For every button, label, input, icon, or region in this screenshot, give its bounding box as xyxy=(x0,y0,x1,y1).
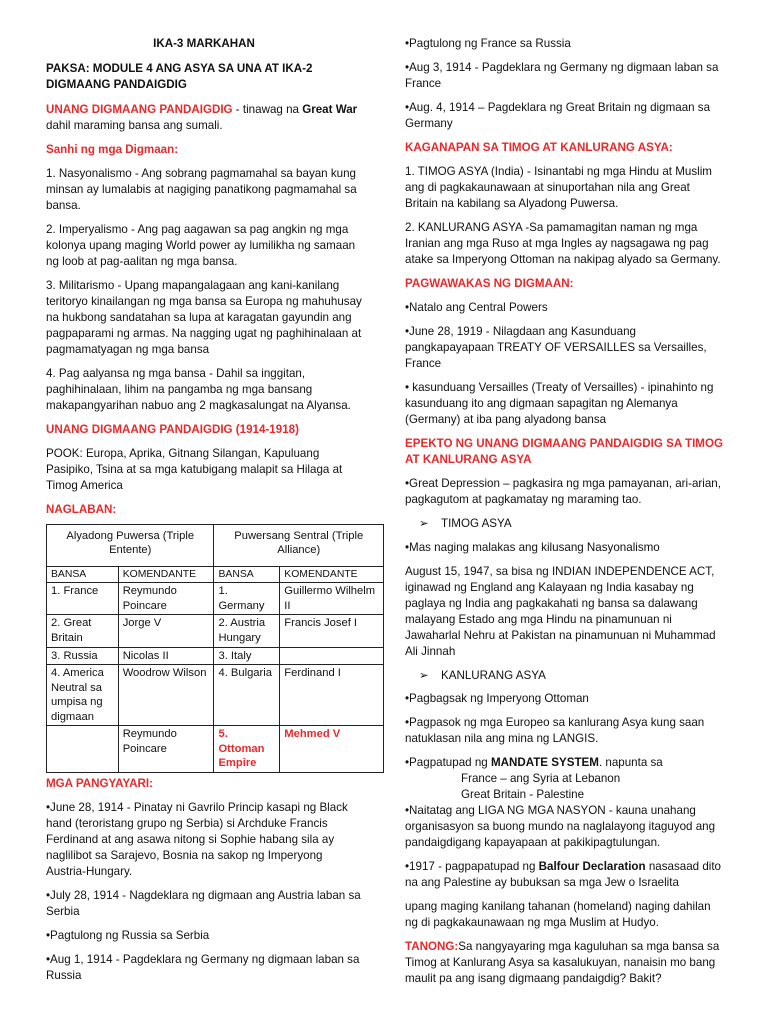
table-header-alyado: Alyadong Puwersa (Triple Entente) xyxy=(47,524,214,566)
intro-text-1: - tinawag na xyxy=(232,102,303,116)
table-row xyxy=(47,583,384,615)
table-cell: 2. Great Britain xyxy=(47,615,119,647)
kanlurang-asya-item: •Pagpasok ng mga Europeo sa kanlurang Asya kung saan natuklasan nila ang mina ng LANGIS. xyxy=(405,716,705,746)
tanong-paragraph xyxy=(405,939,725,987)
table-cell: Nicolas II xyxy=(118,647,214,665)
table-cell: 4. Bulgaria xyxy=(214,665,280,726)
table-cell xyxy=(280,647,384,665)
left-column xyxy=(46,36,376,992)
table-cell: 2. Austria Hungary xyxy=(214,615,280,647)
table-cell: Woodrow Wilson xyxy=(118,665,214,726)
right-column xyxy=(405,36,725,995)
liga-paragraph: •Naitatag ang LIGA NG MGA NASYON - kauna unahang organisasyon sa buong mundo na naglalayong itaguyod ang pandaigdigang kapayapaan at pakikipagtulungan. xyxy=(405,804,716,850)
pangyayari-item: •Pagtulong ng Russia sa Serbia xyxy=(46,928,210,942)
kanlurang-asya-label: KANLURANG ASYA xyxy=(441,668,546,682)
pangyayari-heading: MGA PANGYAYARI: xyxy=(46,777,153,790)
balfour-post: nasasaad dito na ang Palestine ay bubuksan sa mga Jew o Israelita xyxy=(405,860,722,890)
intro-text-2: dahil maraming bansa ang sumali. xyxy=(46,118,223,132)
balfour-paragraph xyxy=(405,859,725,891)
timog-asya-item: •Mas naging malakas ang kilusang Nasyonalismo xyxy=(405,540,660,554)
col-bansa: BANSA xyxy=(47,566,119,583)
mandate-line: Great Britain - Palestine xyxy=(461,788,585,802)
pook-paragraph: POOK: Europa, Aprika, Gitnang Silangan, Kapuluang Pasipiko, Tsina at sa mga katubigang malapit sa Hilaga at Timog America xyxy=(46,446,343,492)
unang-digmaan-heading: UNANG DIGMAANG PANDAIGDIG (1914-1918) xyxy=(46,422,299,436)
table-cell: Jorge V xyxy=(118,615,214,647)
sanhi-heading: Sanhi ng mga Digmaan: xyxy=(46,142,179,156)
homeland-paragraph: upang maging kanilang tahanan (homeland) naging dahilan ng di pagkakaunawaan ng mga Muslim at Hudyo. xyxy=(405,900,711,930)
tanong-text: Sa nangyayaring mga kaguluhan sa mga bansa sa Timog at Kanlurang Asya sa kasalukuyan, nanaisin mo bang maulit pa ang isang digmaang pandaigdig? Bakit? xyxy=(405,940,720,986)
pagwawakas-item: •June 28, 1919 - Nilagdaan ang Kasunduang pangkapayapaan TREATY OF VERSAILLES sa Versailles, France xyxy=(405,324,707,370)
table-cell-red: Mehmed V xyxy=(280,726,384,773)
table-row xyxy=(47,615,384,647)
naglaban-table xyxy=(46,524,384,773)
mandate-paragraph xyxy=(405,755,725,771)
kanlurang-asya-item: •Pagbagsak ng Imperyong Ottoman xyxy=(405,692,589,706)
intro-bold: Great War xyxy=(302,102,358,116)
tanong-label: TANONG: xyxy=(405,940,459,954)
col-komendante: KOMENDANTE xyxy=(280,566,384,583)
sanhi-item: 2. Imperyalismo - Ang pag aagawan sa pag angkin ng mga kolonya upang maging World power ay lumilikha ng samaan ng loob at pag-aalitan ng mga bansa. xyxy=(46,222,356,268)
sanhi-item: 1. Nasyonalismo - Ang sobrang pagmamahal sa bayan kung minsan ay lumalabis at nagiging panatikong pagmamahal sa bansa. xyxy=(46,166,357,212)
table-cell: 3. Italy xyxy=(214,647,280,665)
pagwawakas-heading: PAGWAWAKAS NG DIGMAAN: xyxy=(405,276,574,290)
pangyayari-item: •July 28, 1914 - Nagdeklara ng digmaan ang Austria laban sa Serbia xyxy=(46,888,361,918)
pangyayari-item: •June 28, 1914 - Pinatay ni Gavrilo Princip kasapi ng Black hand (teroristang grupo ng Serbia) si Archduke Francis Ferdinand at ang asawa nitong si Sophie habang sila ay naglilibot sa Sarajevo, Bosnia na sakop ng Imperyong Austria-Hungary. xyxy=(46,800,348,878)
table-cell: 4. America Neutral sa umpisa ng digmaan xyxy=(47,665,119,726)
table-cell: Ferdinand I xyxy=(280,665,384,726)
kaganapan-item: 1. TIMOG ASYA (India) - Isinantabi ng mga Hindu at Muslim ang di pagkakaunawaan at sinuportahan nila ang Great Britain na kabilang sa Alyadong Puwersa. xyxy=(405,164,712,210)
document-title: IKA-3 MARKAHAN xyxy=(153,37,255,50)
arrow-bullet-icon: ➢ xyxy=(419,668,429,682)
mandate-line: France – ang Syria at Lebanon xyxy=(461,772,621,786)
pagwawakas-item: • kasunduang Versailles (Treaty of Versailles) - ipinahinto ng kasunduang ito ang digmaan sapagitan ng Alemanya (Germany) at iba pang alyadong bansa xyxy=(405,380,714,426)
intro-term: UNANG DIGMAANG PANDAIGDIG xyxy=(46,102,233,116)
pagwawakas-item: •Natalo ang Central Powers xyxy=(405,300,548,314)
table-cell: 3. Russia xyxy=(47,647,119,665)
kanlurang-asya-subheading xyxy=(405,668,725,684)
sanhi-item: 3. Militarismo - Upang mapangalagaan ang kani-kanilang teritoryo kinailangan ng mga bansa sa Europa ng mahuhusay na hukbong sandatahan sa lupa at karagatan gayundin ang pagpaparami ng armas. Na nagging ugat ng paghihinalaan at pagmamatyagan ng mga bansa xyxy=(46,278,362,356)
col-bansa: BANSA xyxy=(214,566,280,583)
table-cell: 1. Germany xyxy=(214,583,280,615)
pangyayari-item: •Aug 3, 1914 - Pagdeklara ng Germany ng digmaan laban sa France xyxy=(405,60,719,90)
arrow-bullet-icon: ➢ xyxy=(419,516,429,530)
timog-asya-item: August 15, 1947, sa bisa ng INDIAN INDEPENDENCE ACT, iginawad ng England ang Kalayaan ng India kasabay ng paglaya ng India ang pagkakahati ng bansa sa dalawang malayang Estado ang mga Hindu na pinamunuan ni Jawaharlal Nehru at Pakistan na pinamunuan ni Muhammad Ali Jinnah xyxy=(405,564,716,658)
table-row xyxy=(47,665,384,726)
epekto-item: •Great Depression – pagkasira ng mga pamayanan, ari-arian, pagkagutom at pagkamatay ng maraming tao. xyxy=(405,476,721,506)
table-cell: 1. France xyxy=(47,583,119,615)
table-row xyxy=(47,726,384,773)
timog-asya-subheading xyxy=(405,516,725,532)
kaganapan-heading: KAGANAPAN SA TIMOG AT KANLURANG ASYA: xyxy=(405,140,673,154)
table-cell: Guillermo Wilhelm II xyxy=(280,583,384,615)
balfour-bold: Balfour Declaration xyxy=(538,860,646,874)
table-header-sentral: Puwersang Sentral (Triple Alliance) xyxy=(214,524,384,566)
table-cell: Francis Josef I xyxy=(280,615,384,647)
pangyayari-item: •Pagtulong ng France sa Russia xyxy=(405,37,571,50)
timog-asya-label: TIMOG ASYA xyxy=(441,516,512,530)
table-row xyxy=(47,647,384,665)
naglaban-heading: NAGLABAN: xyxy=(46,502,117,516)
table-cell: Reymundo Poincare xyxy=(118,583,214,615)
table-cell xyxy=(47,726,119,773)
table-header-row xyxy=(47,524,384,566)
col-komendante: KOMENDANTE xyxy=(118,566,214,583)
table-subheader-row xyxy=(47,566,384,583)
mandate-pre: •Pagpatupad ng xyxy=(405,756,491,770)
epekto-heading: EPEKTO NG UNANG DIGMAANG PANDAIGDIG SA TIMOG AT KANLURANG ASYA xyxy=(405,436,723,466)
intro-paragraph xyxy=(46,102,362,134)
pangyayari-item: •Aug 1, 1914 - Pagdeklara ng Germany ng digmaan laban sa Russia xyxy=(46,952,360,982)
table-cell-red: 5. Ottoman Empire xyxy=(214,726,280,773)
kaganapan-item: 2. KANLURANG ASYA -Sa pamamagitan naman ng mga Iranian ang mga Ruso at mga Ingles ay nagsagawa ng pag atake sa Imperyong Ottoman na nakipag alyado sa Germany. xyxy=(405,220,721,266)
table-cell: Reymundo Poincare xyxy=(118,726,214,773)
pangyayari-item: •Aug. 4, 1914 – Pagdeklara ng Great Britain ng digmaan sa Germany xyxy=(405,100,711,130)
sanhi-item: 4. Pag aalyansa ng mga bansa - Dahil sa inggitan, paghihinalaan, lihim na pangamba ng mga bansang makapangyarihan nabuo ang 2 magkasalungat na Alyansa. xyxy=(46,366,351,412)
mandate-post: . napunta sa xyxy=(598,756,663,770)
mandate-bold: MANDATE SYSTEM xyxy=(490,756,599,770)
balfour-pre: •1917 - pagpapatupad ng xyxy=(405,860,539,874)
document-subtitle: PAKSA: MODULE 4 ANG ASYA SA UNA AT IKA-2 DIGMAANG PANDAIGDIG xyxy=(46,61,313,91)
